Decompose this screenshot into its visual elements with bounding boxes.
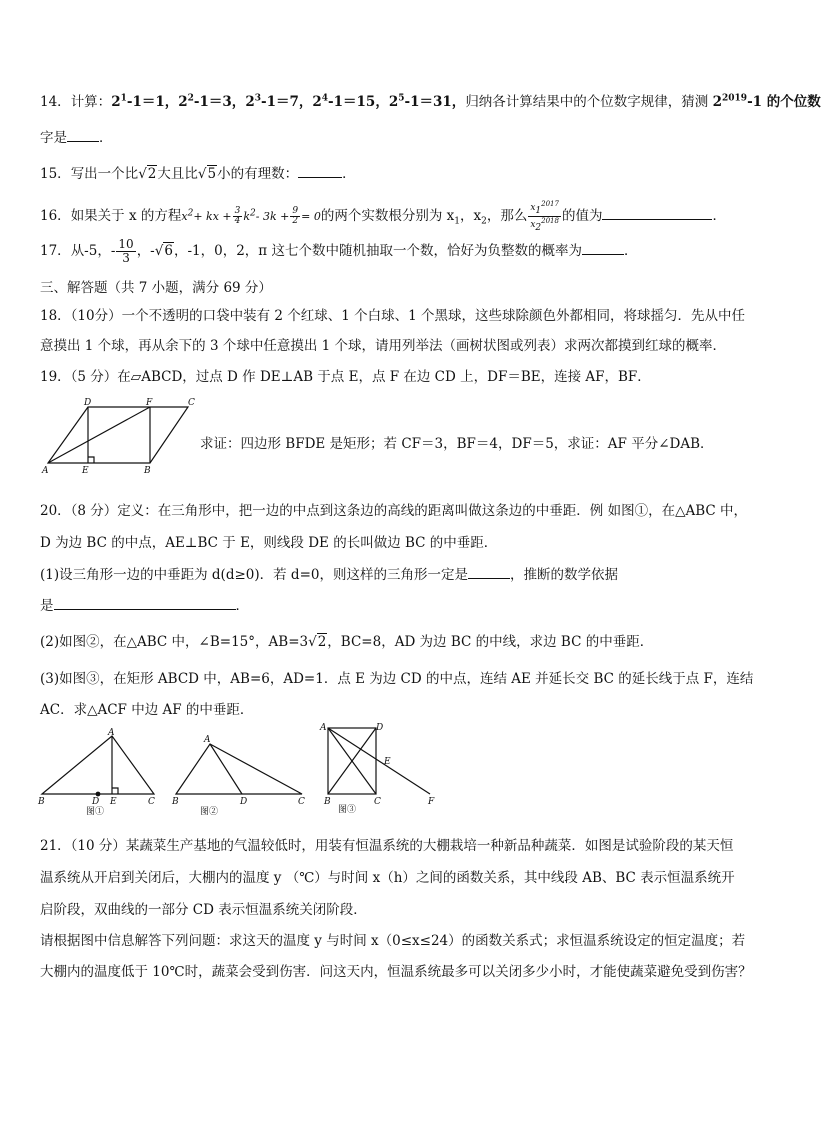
figure-caption: 图② [200, 807, 219, 817]
subscript: 2 [481, 216, 487, 227]
q15-text-b: 大且比 [157, 166, 198, 182]
label-b: B [172, 797, 179, 807]
figure-caption: 图③ [338, 805, 357, 815]
triangle-figure-1 [36, 726, 166, 816]
q15-end: ． [342, 166, 356, 182]
label-b: B [38, 797, 45, 807]
q17-end: ． [623, 243, 638, 259]
q14-line1 [40, 90, 821, 110]
label-f: F [146, 398, 153, 408]
q14-term: $2^1-1=1$，$2^2-1=3$，$2^3-1=7$，$2^4-1=15$，$2^5-1=31$， [111, 93, 466, 110]
q16-text-b: 的两个实数根分别为 x [320, 207, 455, 224]
answer-blank[interactable] [54, 597, 236, 610]
label-b: B [324, 797, 331, 807]
q21-line1: 21．（10 分）某蔬菜生产基地的气温较低时，用装有恒温系统的大棚栽培一种新品种蔬菜．如图是试验阶段的某天恒 [40, 838, 734, 854]
q20-part3-cont: AC．求△ACF 中边 AF 的中垂距． [40, 702, 254, 718]
label-e: E [110, 797, 117, 807]
figure-caption: 图① [86, 807, 105, 817]
q20-p1b: ，推断的数学依据 [509, 567, 618, 583]
q20-part2 [40, 630, 653, 650]
q15-number: 15． [40, 166, 71, 182]
label-b: B [144, 466, 151, 476]
q14-line2 [40, 126, 113, 146]
section-heading: 三、解答题（共 7 小题，满分 69 分） [40, 280, 272, 296]
q21-line5: 大棚内的温度低于 10℃时，蔬菜会受到伤害．问这天内，恒温系统最多可以关闭多少小时，才能使蔬菜避免受到伤害？ [40, 964, 752, 980]
q21-line4: 请根据图中信息解答下列问题：求这天的温度 y 与时间 x（0≤x≤24）的函数关系式；求恒温系统设定的恒定温度；若 [40, 933, 746, 949]
sqrt-symbol: √6 [154, 243, 173, 259]
label-a: A [320, 723, 327, 733]
q20-part3: (3)如图③，在矩形 ABCD 中，AB=6，AD=1．点 E 为边 CD 的中点，连结 AE 并延长交 BC 的延长线于点 F，连结 [40, 671, 754, 687]
q19-line1: 19．（5 分）在▱ABCD，过点 D 作 DE⊥AB 于点 E，点 F 在边 CD 上，DF＝BE，连接 AF，BF． [40, 369, 651, 385]
q20-p1c: 是 [40, 598, 54, 614]
label-f: F [428, 797, 435, 807]
sqrt-symbol: √5 [197, 166, 217, 182]
q20-p1a: (1)设三角形一边的中垂距为 d(d≥0)．若 d=0，则这样的三角形一定是 [40, 567, 468, 583]
label-c: C [148, 797, 155, 807]
label-a: A [204, 735, 211, 745]
q16-text-c: ，x [459, 207, 482, 224]
q20-part1 [40, 563, 618, 583]
label-d: D [92, 797, 100, 807]
q14-mid: 归纳各计算结果中的个位数字规律，猜测 [465, 94, 713, 110]
label-d: D [376, 723, 384, 733]
q14-guess: $2^{2019}-1$ 的个位数 [712, 93, 821, 110]
q15-text-a: 写出一个比 [70, 166, 139, 182]
answer-blank[interactable] [468, 566, 510, 579]
q21-line3: 启阶段，双曲线的一部分 CD 表示恒温系统关闭阶段． [40, 902, 367, 918]
q17-text-a: 从-5，- [70, 243, 116, 259]
answer-blank[interactable] [602, 207, 712, 220]
label-c: C [374, 797, 381, 807]
q14-line2-text: 字是 [40, 130, 67, 146]
subscript: 1 [454, 216, 460, 227]
answer-blank[interactable] [67, 129, 99, 142]
label-e: E [384, 757, 391, 767]
sqrt-symbol: √2 [138, 166, 157, 182]
q17-text-b: ，- [136, 243, 155, 259]
q14-number: 14． [40, 94, 71, 110]
q19-line2: 求证：四边形 BFDE 是矩形；若 CF＝3，BF＝4，DF＝5，求证：AF 平分∠DAB． [200, 436, 714, 452]
q16-text-e: 的值为 [561, 207, 603, 224]
q16-equation: $x^2+$ kx + $\frac{3}{4}$ $k^2-$ 3k + $\frac{9}{2}$ = 0 [181, 206, 321, 227]
q18-line2: 意摸出 1 个球，再从余下的 3 个球中任意摸出 1 个球，请用列举法（画树状图或列表）求两次都摸到红球的概率． [40, 338, 727, 354]
q17-fraction: $\frac{10}{3}$ [118, 237, 134, 265]
q16-text-a: 如果关于 x 的方程 [70, 207, 182, 224]
q20-p2a: (2)如图②，在△ABC 中，∠B=15°，AB=3 [40, 634, 309, 650]
label-d: D [84, 398, 92, 408]
answer-blank[interactable] [298, 165, 342, 178]
sqrt-symbol: √2 [308, 634, 327, 650]
q21-line2: 温系统从开启到关闭后，大棚内的温度 y （℃）与时间 x（h）之间的函数关系，其中线段 AB、BC 表示恒温系统开 [40, 870, 735, 886]
label-a: A [108, 728, 115, 738]
q18-line1: 18．（10分）一个不透明的口袋中装有 2 个红球、1 个白球、1 个黑球，这些球除颜色外都相同，将球摇匀．先从中任 [40, 308, 746, 324]
label-a: A [42, 466, 49, 476]
triangle-figure-2 [168, 732, 313, 816]
q14-end: ． [99, 130, 113, 146]
q16-line [40, 200, 726, 233]
label-e: E [82, 466, 89, 476]
q20-p2b: ，BC=8，AD 为边 BC 的中线，求边 BC 的中垂距． [327, 634, 654, 650]
q14-lead: 计算： [70, 94, 112, 110]
q20-p1d: ． [235, 598, 249, 614]
q15-line [40, 162, 356, 182]
label-c: C [188, 398, 195, 408]
q15-text-c: 小的有理数： [217, 166, 299, 182]
q16-end: ． [712, 207, 726, 224]
q20-line1: 20．（8 分）定义：在三角形中，把一边的中点到这条边的高线的距离叫做这条边的中垂距．例 如图①，在△ABC 中， [40, 503, 748, 519]
q17-text-c: ，-1，0，2，π 这七个数中随机抽取一个数，恰好为负整数的概率为 [173, 243, 582, 259]
q17-line [40, 238, 637, 265]
q20-part1-cont [40, 594, 249, 614]
answer-blank[interactable] [582, 242, 624, 255]
label-d: D [240, 797, 248, 807]
q17-number: 17． [40, 243, 71, 259]
parallelogram-figure [40, 395, 200, 475]
label-c: C [298, 797, 305, 807]
q16-fraction: $\frac{x_1^{2017}}{x_2^{2018}}$ [530, 200, 559, 233]
rectangle-figure-3 [318, 720, 448, 816]
q16-number: 16． [40, 207, 71, 224]
q20-line2: D 为边 BC 的中点，AE⊥BC 于 E，则线段 DE 的长叫做边 BC 的中垂距． [40, 535, 498, 551]
q16-text-d: ，那么 [486, 207, 528, 224]
